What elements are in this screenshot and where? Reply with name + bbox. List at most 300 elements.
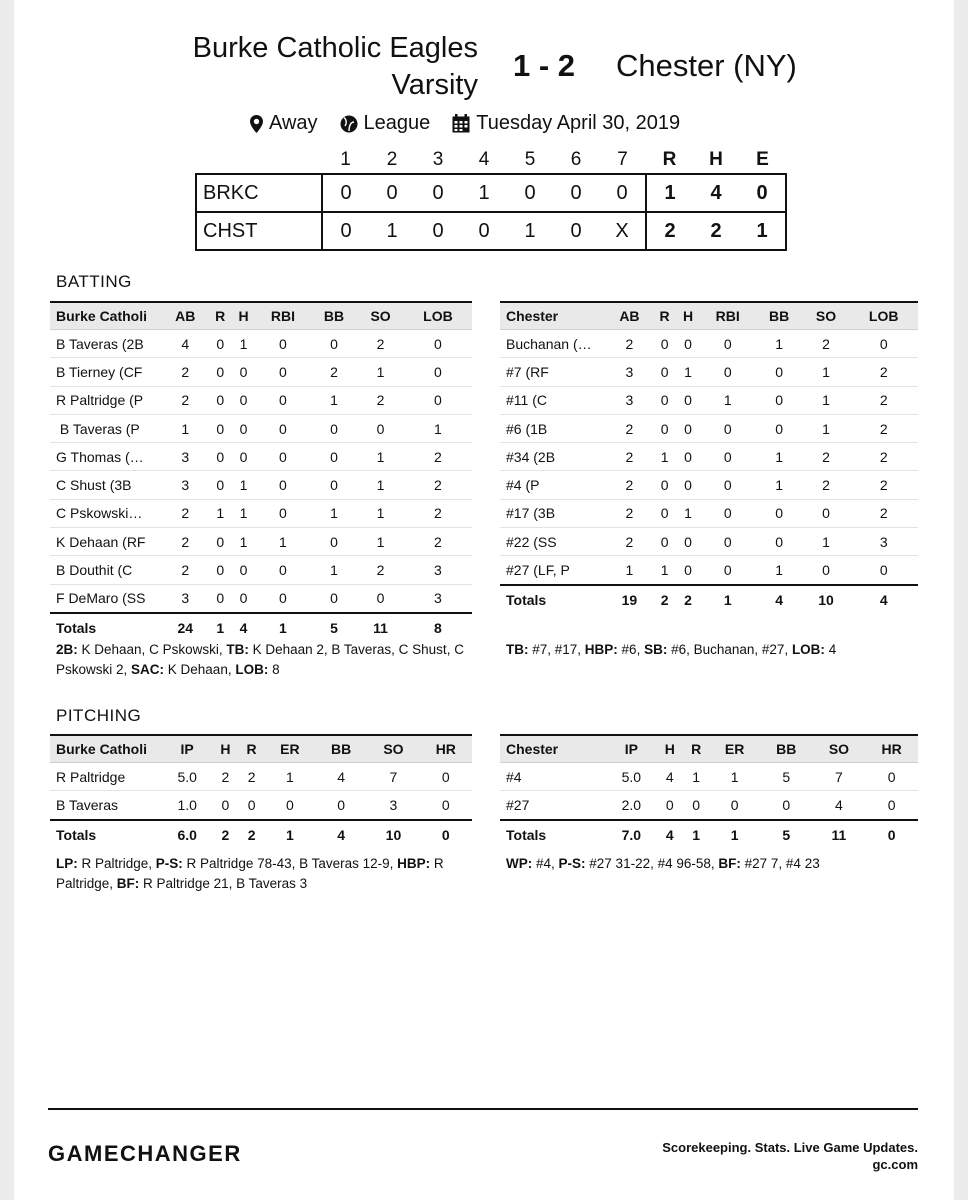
stat-cell: 1 [606,556,653,585]
stat-cell: 0 [209,414,232,442]
table-header-row [50,735,472,763]
stat-cell: 0 [255,499,311,527]
stat-cell: 10 [803,585,850,614]
player-cell: #27 [500,791,606,820]
stat-cell: IP [162,735,212,763]
table-row [500,791,918,820]
stat-cell: BB [760,735,813,763]
site-url: gc.com [872,1157,918,1172]
stat-cell: 3 [367,791,419,820]
stat-cell: 11 [813,820,866,849]
errors-header: E [756,149,769,170]
stat-cell: 0 [683,791,709,820]
inning-cell: 0 [553,174,599,212]
stat-cell: 0 [700,471,756,499]
stat-cell: 7 [813,763,866,791]
stat-cell: 0 [232,386,255,414]
stat-cell: 3 [162,471,209,499]
stat-cell: 8 [404,613,472,642]
totals-row [500,820,918,849]
stat-cell: 1 [676,499,699,527]
note-text: 4 [824,642,837,657]
note-text: 8 [268,662,280,677]
stat-cell: 0 [653,499,676,527]
note-text: #27 31-22, #4 96-58, [585,856,719,871]
note-label: P-S: [558,856,586,871]
player-cell: B Taveras (2B [50,330,162,358]
stat-cell: 2 [404,471,472,499]
player-cell: Totals [50,820,162,849]
stat-cell: 0 [255,386,311,414]
stat-cell: 2 [212,820,238,849]
stat-cell: 5.0 [606,763,657,791]
stat-cell: 2 [676,585,699,614]
player-cell: Chester [500,735,606,763]
stat-cell: 1 [232,471,255,499]
player-cell: R Paltridge (P [50,386,162,414]
stat-cell: RBI [255,302,311,330]
stat-cell: IP [606,735,657,763]
home-team-name: Chester (NY) [616,48,797,83]
stat-cell: 2 [239,763,265,791]
stat-cell: 0 [232,443,255,471]
stat-cell: 2 [849,414,918,442]
stat-cell: 4 [657,820,683,849]
stat-cell: 10 [367,820,419,849]
stat-cell: 2 [162,386,209,414]
stat-cell: AB [162,302,209,330]
stat-cell: 0 [803,499,850,527]
stat-cell: 0 [676,528,699,556]
game-type-text: League [363,112,431,134]
stat-cell: 0 [239,791,265,820]
note-label: P-S: [155,856,183,871]
location-pin-icon [250,115,263,133]
stat-cell: 1 [162,414,209,442]
stat-cell: 5.0 [162,763,212,791]
inning-cell: 1 [369,212,415,250]
stat-cell: 0 [420,820,472,849]
stat-cell: 2 [606,499,653,527]
stat-cell: 0 [209,584,232,613]
inning-cell: 0 [507,174,553,212]
inning-header: 1 [340,149,351,170]
player-cell: #11 (C [500,386,606,414]
stat-cell: 2 [212,763,238,791]
stat-cell: 1 [311,499,358,527]
table-row [500,443,918,471]
stat-cell: 0 [209,471,232,499]
inning-cell: 1 [507,212,553,250]
stat-cell: 0 [700,499,756,527]
stat-cell: ER [265,735,315,763]
table-row [50,584,472,613]
stat-cell: 0 [865,791,918,820]
note-label: HBP: [584,642,618,657]
totals-row [500,585,918,614]
player-cell: #6 (1B [500,414,606,442]
stat-cell: 0 [420,791,472,820]
inning-cell: X [599,212,646,250]
errors-cell: 1 [739,212,786,250]
stat-cell: 4 [813,791,866,820]
stat-cell: 0 [232,414,255,442]
table-row [500,763,918,791]
footer-tagline [662,1139,918,1173]
stat-cell: 0 [803,556,850,585]
inning-cell: 0 [369,174,415,212]
stat-cell: 2 [606,330,653,358]
player-cell: #7 (RF [500,358,606,386]
inning-header: 6 [570,149,582,170]
stat-cell: 3 [606,386,653,414]
stat-cell: 0 [232,584,255,613]
stat-cell: 1 [709,763,760,791]
inning-header: 7 [617,149,628,170]
stat-cell: 2.0 [606,791,657,820]
stat-cell: SO [367,735,419,763]
stat-cell: R [209,302,232,330]
note-label: SAC: [131,662,165,677]
stat-cell: R [683,735,709,763]
stat-cell: 5 [760,763,813,791]
note-label: LOB: [791,642,825,657]
pitching-section-title: PITCHING [56,706,142,725]
stat-cell: 7 [367,763,419,791]
player-cell: Chester [500,302,606,330]
inning-cell: 0 [415,212,461,250]
stat-cell: H [212,735,238,763]
stat-cell: 0 [357,584,404,613]
stat-cell: 2 [849,471,918,499]
location-text: Away [269,112,318,134]
stat-cell: 0 [209,443,232,471]
stat-cell: 2 [162,358,209,386]
player-cell: C Pskowski… [50,499,162,527]
stat-cell: 4 [657,763,683,791]
note-text: R Paltridge 78-43, B Taveras 12-9, [182,856,398,871]
stat-cell: SO [813,735,866,763]
note-text: #6, [617,642,645,657]
baseball-icon [340,115,358,133]
stat-cell: 0 [404,386,472,414]
table-row [500,386,918,414]
stat-cell: 11 [357,613,404,642]
note-text: K Dehaan, C Pskowski, [77,642,227,657]
stat-cell: 0 [865,763,918,791]
stat-cell: 3 [404,584,472,613]
stat-cell: 0 [653,358,676,386]
stat-cell: 0 [420,763,472,791]
stat-cell: BB [311,302,358,330]
player-cell: Buchanan (… [500,330,606,358]
totals-row [50,820,472,849]
stat-cell: 7.0 [606,820,657,849]
inning-cell: 0 [322,212,369,250]
stat-cell: 0 [849,556,918,585]
inning-header: 2 [386,149,398,170]
inning-cell: 1 [461,174,507,212]
line-score-header [196,147,786,174]
calendar-icon [452,114,470,133]
batting-section-title: BATTING [56,272,132,291]
player-cell: K Dehaan (RF [50,528,162,556]
stat-cell: 2 [162,499,209,527]
stat-cell: 4 [162,330,209,358]
player-cell: B Douthit (C [50,556,162,584]
player-cell: Burke Catholi [50,302,162,330]
line-score-team: BRKC [196,174,322,212]
note-text: R Paltridge 21, B Taveras 3 [139,876,308,891]
table-row [50,330,472,358]
tagline-text: Scorekeeping. Stats. Live Game Updates. [662,1140,918,1155]
batting-table-home [500,301,918,614]
stat-cell: 1 [232,499,255,527]
stat-cell: 2 [357,330,404,358]
pitching-notes-away [56,854,486,894]
stat-cell: 0 [311,414,358,442]
away-team-name [193,30,478,104]
stat-cell: 0 [232,358,255,386]
stat-cell: 3 [162,443,209,471]
stat-cell: 0 [357,414,404,442]
stat-cell: 0 [209,528,232,556]
stat-cell: 0 [255,414,311,442]
stat-cell: 4 [315,820,367,849]
stat-cell: 5 [311,613,358,642]
stat-cell: 1 [803,414,850,442]
stat-cell: 0 [709,791,760,820]
inning-cell: 0 [461,212,507,250]
player-cell: #17 (3B [500,499,606,527]
player-cell: #27 (LF, P [500,556,606,585]
table-row [50,499,472,527]
stat-cell: 4 [849,585,918,614]
stat-cell: 0 [653,330,676,358]
hits-header: H [709,149,723,170]
note-label: TB: [226,642,249,657]
stat-cell: 0 [212,791,238,820]
stat-cell: 2 [311,358,358,386]
errors-cell: 0 [739,174,786,212]
stat-cell: 1 [803,358,850,386]
date-item [452,112,680,135]
note-text: R Paltridge, [77,856,156,871]
stat-cell: 2 [239,820,265,849]
stat-cell: 2 [803,443,850,471]
table-row [50,556,472,584]
inning-header: 5 [524,149,536,170]
note-text: #7, #17, [528,642,585,657]
stat-cell: 1 [357,499,404,527]
stat-cell: 0 [255,471,311,499]
stat-cell: 19 [606,585,653,614]
stat-cell: 2 [162,556,209,584]
batting-notes-home [506,640,916,660]
table-row [50,358,472,386]
away-team-line1: Burke Catholic Eagles [192,32,478,64]
stat-cell: 0 [255,358,311,386]
table-header-row [500,735,918,763]
stat-cell: 1 [700,585,756,614]
table-row [500,556,918,585]
stat-cell: 2 [404,528,472,556]
stat-cell: 2 [849,386,918,414]
stat-cell: 2 [849,443,918,471]
inning-cell: 0 [415,174,461,212]
stat-cell: 0 [676,414,699,442]
stat-cell: 0 [756,358,803,386]
totals-row [50,613,472,642]
stat-cell: 0 [676,386,699,414]
stat-cell: 1 [232,528,255,556]
stat-cell: LOB [404,302,472,330]
stat-cell: 1 [311,386,358,414]
stat-cell: 3 [606,358,653,386]
stat-cell: 2 [606,528,653,556]
stat-cell: 1 [756,443,803,471]
runs-cell: 1 [646,174,693,212]
stat-cell: 0 [760,791,813,820]
stat-cell: 2 [404,443,472,471]
stat-cell: HR [420,735,472,763]
stat-cell: 0 [653,386,676,414]
stat-cell: H [676,302,699,330]
stat-cell: 1 [209,613,232,642]
player-cell: #4 (P [500,471,606,499]
stat-cell: BB [315,735,367,763]
table-row [500,414,918,442]
stat-cell: 1 [676,358,699,386]
stat-cell: 0 [676,330,699,358]
stat-cell: 1 [803,528,850,556]
stat-cell: 1 [357,528,404,556]
player-cell: C Shust (3B [50,471,162,499]
stat-cell: 2 [606,414,653,442]
stat-cell: 0 [255,584,311,613]
batting-table-away [50,301,472,642]
stat-cell: 2 [849,358,918,386]
stat-cell: 0 [311,330,358,358]
table-header-row [50,302,472,330]
stat-cell: 0 [232,556,255,584]
stat-cell: 1 [709,820,760,849]
stat-cell: H [657,735,683,763]
stat-cell: AB [606,302,653,330]
stat-cell: 0 [865,820,918,849]
stat-cell: 2 [606,471,653,499]
stat-cell: 1 [653,556,676,585]
stat-cell: SO [803,302,850,330]
stat-cell: 1 [683,763,709,791]
stat-cell: 1 [803,386,850,414]
table-row [500,499,918,527]
stat-cell: 0 [653,528,676,556]
stat-cell: 2 [849,499,918,527]
location-item [250,112,318,135]
stat-cell: 0 [311,443,358,471]
player-cell: R Paltridge [50,763,162,791]
stat-cell: 0 [700,358,756,386]
hits-cell: 2 [693,212,739,250]
stat-cell: 0 [676,471,699,499]
inning-cell: 0 [599,174,646,212]
stat-cell: 1 [357,471,404,499]
note-label: BF: [718,856,741,871]
stat-cell: 0 [756,414,803,442]
stat-cell: 6.0 [162,820,212,849]
table-row [50,414,472,442]
player-cell: F DeMaro (SS [50,584,162,613]
player-cell: G Thomas (… [50,443,162,471]
stat-cell: 2 [162,528,209,556]
hits-cell: 4 [693,174,739,212]
final-score: 1 - 2 [513,48,576,83]
player-cell: Totals [500,585,606,614]
runs-cell: 2 [646,212,693,250]
stat-cell: 5 [760,820,813,849]
player-cell: #22 (SS [500,528,606,556]
stat-cell: 0 [311,584,358,613]
pitching-table-home [500,734,918,849]
stat-cell: 1 [653,443,676,471]
player-cell: Burke Catholi [50,735,162,763]
stat-cell: 2 [653,585,676,614]
stat-cell: 4 [315,763,367,791]
table-row [500,471,918,499]
pitching-notes-home [506,854,936,874]
footer-divider [48,1108,918,1110]
inning-header: 3 [432,149,444,170]
note-label: LP: [56,856,78,871]
stat-cell: 0 [756,499,803,527]
stat-cell: SO [357,302,404,330]
stat-cell: 0 [756,528,803,556]
stat-cell: 4 [756,585,803,614]
table-row [50,471,472,499]
stat-cell: 0 [404,330,472,358]
line-score [195,147,787,251]
stat-cell: 2 [357,386,404,414]
away-team-line2: Varsity [391,69,478,101]
stat-cell: 1 [209,499,232,527]
game-meta [250,112,702,135]
stat-cell: 0 [676,443,699,471]
stat-cell: 0 [849,330,918,358]
stat-cell: 0 [265,791,315,820]
game-type-item [340,112,431,135]
stat-cell: 1 [404,414,472,442]
player-cell: #34 (2B [500,443,606,471]
note-text: #6, Buchanan, #27, [667,642,792,657]
stat-cell: 1 [232,330,255,358]
gamechanger-logo: GAMECHANGER [48,1141,242,1166]
stat-cell: 0 [404,358,472,386]
stat-cell: 2 [404,499,472,527]
stat-cell: 1.0 [162,791,212,820]
stat-cell: 1 [357,358,404,386]
stat-cell: 0 [700,528,756,556]
note-label: BF: [116,876,140,891]
runs-header: R [662,149,677,170]
inning-cell: 0 [553,212,599,250]
table-row [500,330,918,358]
stat-cell: 1 [683,820,709,849]
stat-cell: 0 [311,471,358,499]
line-score-away-row [196,174,786,212]
stat-cell: 0 [676,556,699,585]
stat-cell: 3 [849,528,918,556]
